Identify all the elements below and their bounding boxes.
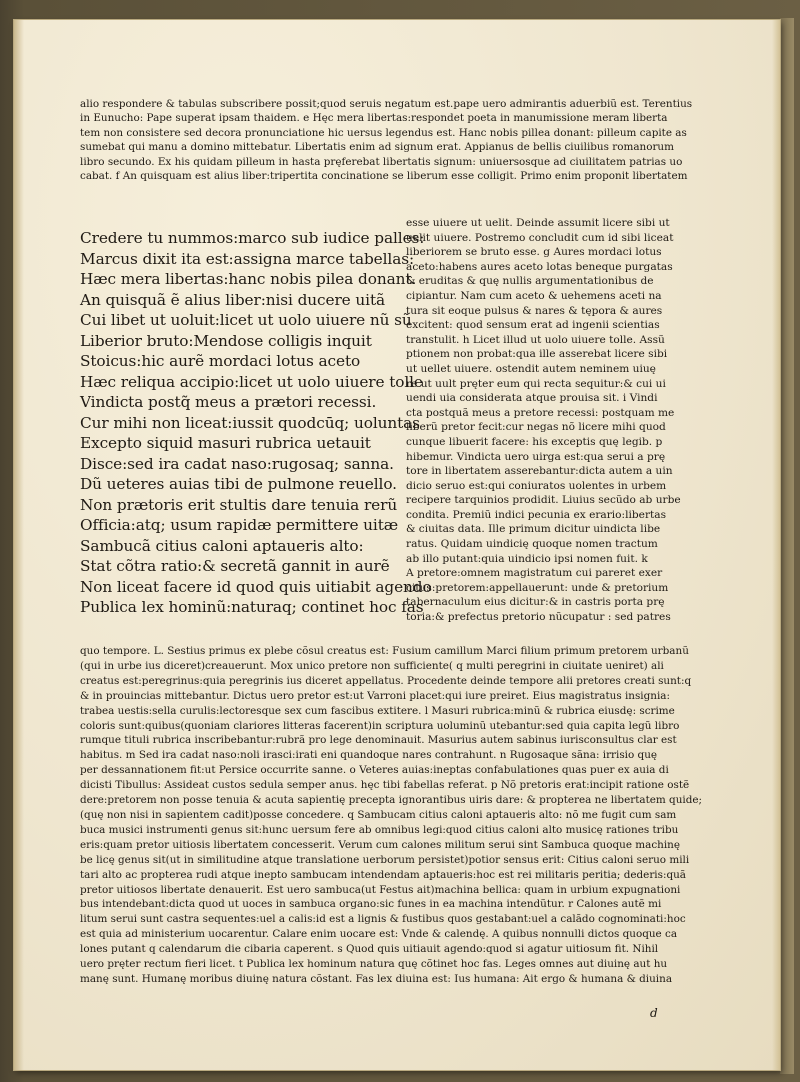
verse-line: Non prætoris erit stultis dare tenuia rerũ <box>80 495 398 514</box>
commentary-line: sumebat qui manu a domino mittebatur. Libertatis enim ad signum erat. Appianus de bellis ciuilibus romanorum <box>80 141 674 154</box>
commentary-line: esse uiuere ut uelit. Deinde assumit licere sibi ut <box>406 217 670 229</box>
commentary-line: transtulit. h Licet illud ut uolo uiuere tolle. Assũ <box>406 333 665 346</box>
commentary-line: cunque libuerit facere: his exceptis quę legib. p <box>406 435 663 448</box>
commentary-line: tabernaculum eius dicitur:& in castris porta prę <box>406 596 665 609</box>
commentary-line: (quę non nisi in sapientem cadit)posse concedere. q Sambucam citius caloni aptaueris alto: nõ me fugit cum sam <box>80 808 677 821</box>
verse-line: Publica lex hominũ:naturaq; continet hoc fas <box>80 598 424 616</box>
commentary-line: cta postquã meus a pretore recessi: postquam me <box>406 406 675 419</box>
book-edge <box>780 18 794 1074</box>
commentary-line: alio respondere & tabulas subscribere possit;quod seruis negatum est.pape uero admirantis aduerbiũ est. Terentius <box>80 98 693 110</box>
commentary-bottom <box>80 644 735 987</box>
commentary-line: recipere tarquinios prodidit. Liuius secũdo ab urbe <box>406 494 681 507</box>
commentary-line: rumque tituli rubrica inscribebantur:rubrã pro lege denominauit. Masurius autem sabinus iurisconsultus clar est <box>80 734 677 747</box>
signature-mark: d <box>650 1006 658 1020</box>
verse-line: Cur mihi non liceat:iussit quodcūq; uoluntas <box>80 413 420 432</box>
commentary-line: bus intendebant:dicta quod ut uoces in sambuca organo:sic funes in ea machina intendũtur. r Calones autẽ mi <box>80 898 662 911</box>
commentary-line: cipiantur. Nam cum aceto & uehemens aceti na <box>406 289 662 302</box>
verse-line: Cui libet ut uoluit:licet ut uolo uiuere nũ sũ <box>80 311 412 329</box>
commentary-line: coloris sunt:quibus(quoniam clariores litteras facerent)in scriptura uoluminũ utebantur:sed quia capita legũ libro <box>80 719 680 732</box>
commentary-line: uelit uiuere. Postremo concludit cum id sibi liceat <box>406 231 674 244</box>
commentary-line: cabat. f An quisquam est alius liber:tripertita concinatione se liberum esse colligit. Primo enim proponit libertatem <box>80 170 688 183</box>
commentary-line: citus:pretorem:appellauerunt: unde & pretorium <box>406 581 669 594</box>
verse-line: Sambucã citius caloni aptaueris alto: <box>80 536 364 555</box>
commentary-line: aceto:habens aures aceto lotas beneque purgatas <box>406 260 673 273</box>
commentary-line: uendi uia considerata atque prouisa sit. i Vindi <box>406 392 658 405</box>
commentary-line: creatus est:peregrinus:quia peregrinis ius diceret appellatus. Procedente deinde tempore alii pretores creati sunt:q <box>80 674 692 687</box>
commentary-line: quo tempore. L. Sestius primus ex plebe cõsul creatus est: Fusium camillum Marci filium primum pretorem urbanũ <box>80 645 689 657</box>
commentary-line: dere:pretorem non posse tenuia & acuta sapientię precepta ignorantibus uiris dare: & propterea ne libertatem quide; <box>80 794 703 807</box>
commentary-line: lones putant q calendarum die cibaria caperent. s Quod quis uitiauit agendo:quod si agatur uitiosum fit. Nihil <box>80 943 659 956</box>
verse-line: Hæc mera libertas:hanc nobis pilea donant. <box>80 270 417 288</box>
commentary-line: ptionem non probat:qua ille asserebat licere sibi <box>406 348 668 361</box>
commentary-line: & ciuitas data. Ille primum dicitur uindicta libe <box>406 523 661 536</box>
commentary-line: pretor uitiosos libertate denauerit. Est uero sambuca(ut Festus ait)machina bellica: quam in urbium expugnationi <box>80 883 681 896</box>
commentary-line: hibemur. Vindicta uero uirga est:qua serui a prę <box>406 450 666 463</box>
commentary-line: habitus. m Sed ira cadat naso:noli irasci:irati eni quandoque nares contrahunt. n Rugosaque sãna: irrisio quę <box>80 749 658 762</box>
commentary-top <box>80 97 735 183</box>
commentary-line: uero pręter rectum fieri licet. t Publica lex hominum natura quę cõtinet hoc fas. Leges omnes aut diuinę aut hu <box>80 958 668 971</box>
verse-line: Stat cõtra ratio:& secretã gannit in aurẽ <box>80 557 390 575</box>
book-page <box>14 20 780 1070</box>
commentary-line: tem non consistere sed decora pronunciatione hic uersus legendus est. Hanc nobis pillea donant: pilleum capite as <box>80 126 687 139</box>
verse-line: Excepto siquid masuri rubrica uetauit <box>80 434 371 452</box>
commentary-line: dicio seruo est:qui coniuratos uolentes in urbem <box>406 479 667 492</box>
commentary-line: tari alto ac propterea rudi atque inepto sambucam intendendam aptaueris:hoc est rei militaris peritia; dederis:quã <box>80 868 686 881</box>
commentary-line: ut uellet uiuere. ostendit autem neminem uiuę <box>406 362 656 375</box>
commentary-side <box>406 216 736 625</box>
verse-line: Vindicta postq̃ meus a prætori recessi. <box>80 393 377 411</box>
commentary-line: & eruditas & quę nullis argumentationibus de <box>406 275 654 288</box>
verse-line: Officia:atq; usum rapidæ permittere uitæ <box>80 516 399 534</box>
verse-line: Stoicus:hic aurẽ mordaci lotus aceto <box>80 352 361 370</box>
commentary-line: toria:& prefectus pretorio nũcupatur : sed patres <box>406 611 671 624</box>
verse-line: Disce:sed ira cadat naso:rugosaq; sanna. <box>80 454 394 473</box>
verse-line: Non liceat facere id quod quis uitiabit agendo <box>80 577 432 596</box>
commentary-line: per dessannationem fit:ut Persice occurrite sanne. o Veteres auias:ineptas confabulationes quas puer ex auia di <box>80 764 669 777</box>
commentary-line: condita. Premiũ indici pecunia ex erario:libertas <box>406 508 667 521</box>
verse-line: Marcus dixit ita est:assigna marce tabellas: <box>80 249 415 268</box>
commentary-line: ratus. Quidam uindicię quoque nomen tractum <box>406 538 658 551</box>
commentary-line: tore in libertatem asserebantur:dicta autem a uin <box>406 465 673 478</box>
commentary-line: liberũ pretor fecit:cur negas nõ licere mihi quod <box>406 421 666 434</box>
verse-line: Hæc reliqua accipio:licet ut uolo uiuere tolle <box>80 372 423 391</box>
commentary-line: liberiorem se bruto esse. g Aures mordaci lotus <box>406 246 662 259</box>
commentary-line: dicisti Tibullus: Assideat custos sedula semper anus. hęc tibi fabellas referat. p Nõ pretoris erat:incipit ratione ostẽ <box>80 779 690 792</box>
commentary-line: trabea uestis:sella curulis:lectoresque sex cum fascibus extitere. l Masuri rubrica:minũ & rubrica eiusdę: scrime <box>80 704 675 717</box>
commentary-line: ab illo putant:quia uindicio ipsi nomen fuit. k <box>406 552 648 565</box>
commentary-line: A pretore:omnem magistratum cui pareret exer <box>406 567 663 580</box>
commentary-line: tura sit eoque pulsus & nares & tępora & aures <box>406 304 663 317</box>
verse-line: Liberior bruto:Mendose colligis inquit <box>80 331 372 350</box>
verse-line: Credere tu nummos:marco sub iudice palles: <box>80 229 425 247</box>
commentary-line: re ut uult pręter eum qui recta sequitur:& cui ui <box>406 377 666 390</box>
commentary-line: in Eunucho: Pape superat ipsam thaidem. e Hęc mera libertas:respondet poeta in manumissione meram liberta <box>80 112 668 125</box>
commentary-line: eris:quam pretor uitiosis libertatem concesserit. Verum cum calones militum serui sint Sambuca quoque machinę <box>80 838 681 851</box>
verse-text <box>80 228 432 618</box>
commentary-line: manę sunt. Humanę moribus diuinę natura cõstant. Fas lex diuina est: Ius humana: Ait ergo & humana & diuina <box>80 972 673 985</box>
commentary-line: litum serui sunt castra sequentes:uel a calis:id est a lignis & fustibus quos gestabant:uel a calãdo cognominati:hoc <box>80 913 686 926</box>
verse-line: Dũ ueteres auias tibi de pulmone reuello. <box>80 475 397 493</box>
commentary-line: excitent: quod sensum erat ad ingenii scientias <box>406 319 660 332</box>
commentary-line: (qui in urbe ius diceret)creauerunt. Mox unico pretore non sufficiente( q multi peregrini in ciuitate ueniret) ali <box>80 659 664 672</box>
commentary-line: be licę genus sit(ut in similitudine atque translatione uerborum persistet)potior sensus erit: Citius caloni seruo mili <box>80 853 690 866</box>
commentary-line: est quia ad ministerium uocarentur. Calare enim uocare est: Vnde & calendę. A quibus nonnulli dictos quoque ca <box>80 928 678 941</box>
commentary-line: & in prouincias mittebantur. Dictus uero pretor est:ut Varroni placet:qui iure preiret. Eius magistratus insignia: <box>80 689 670 702</box>
verse-line: An quisquã ẽ alius liber:nisi ducere uitã <box>80 290 386 309</box>
commentary-line: libro secundo. Ex his quidam pilleum in hasta pręferebat libertatis signum: uniuersosque ad ciuilitatem patrias uo <box>80 155 683 168</box>
commentary-line: buca musici instrumenti genus sit:hunc uersum fere ab omnibus legi:quod citius caloni alto musicę rationes tribu <box>80 823 679 836</box>
